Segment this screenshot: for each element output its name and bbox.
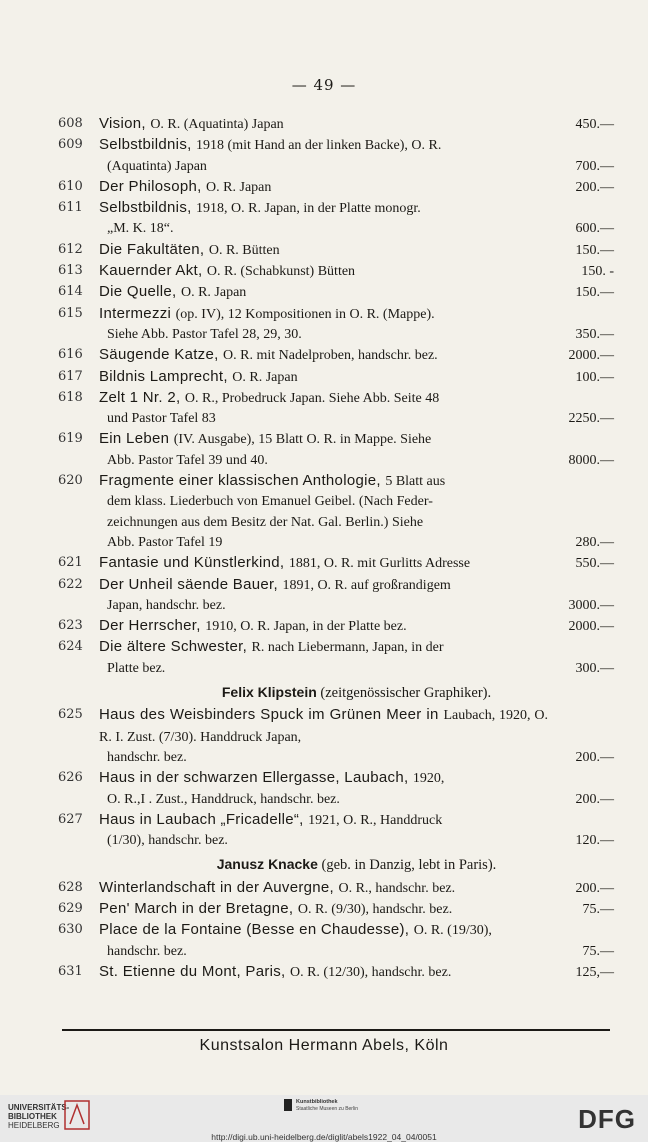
entry-group-2: [58, 705, 614, 851]
entry-number: 610: [58, 178, 83, 194]
entry-number: 617: [58, 368, 83, 384]
catalog-entry: [58, 388, 614, 430]
artist-name: Felix Klipstein: [221, 684, 317, 701]
entry-price: 2000.—: [568, 348, 614, 364]
entry-description: 5 Blatt aus: [385, 474, 446, 490]
entry-number: 609: [58, 137, 83, 153]
entry-number: 614: [58, 284, 83, 300]
catalog-entry: [58, 899, 614, 920]
entry-price: 200.—: [575, 880, 614, 896]
entry-number: 622: [58, 576, 83, 592]
entry-description-line: dem klass. Liederbuch von Emanuel Geibel. (Nach Feder-: [107, 494, 433, 510]
entry-description: O. R., Probedruck Japan. Siehe Abb. Seite 48: [184, 390, 440, 406]
entry-text: [99, 575, 548, 617]
entry-title: Intermezzi: [99, 304, 172, 322]
entry-title: Selbstbildnis,: [99, 136, 192, 154]
catalog-entry: [58, 575, 614, 617]
entry-description-line: Japan, handschr. bez.: [107, 597, 226, 613]
entry-description: 1881, O. R. mit Gurlitts Adresse: [288, 556, 471, 572]
entry-number: 620: [58, 473, 83, 489]
entry-description: Laubach, 1920, O. R. I. Zust. (7/30). Handdruck Japan,: [99, 708, 549, 745]
entry-description-line: Abb. Pastor Tafel 19: [107, 534, 223, 550]
entry-description: 1920,: [412, 771, 445, 787]
entry-description: O. R. Japan: [180, 285, 247, 301]
entry-description-line: und Pastor Tafel 83: [107, 411, 216, 427]
entry-description: 1918 (mit Hand an der linken Backe), O. R.: [196, 138, 442, 154]
entry-description: R. nach Liebermann, Japan, in der: [251, 640, 444, 656]
section-heading-knacke: [99, 854, 614, 875]
catalog-entry: [58, 553, 614, 574]
entry-description: O. R. (12/30), handschr. bez.: [289, 964, 452, 980]
entry-number: 608: [58, 116, 83, 131]
entry-text: [99, 878, 548, 899]
artist-note: (geb. in Danzig, lebt in Paris).: [321, 857, 497, 874]
catalog-entry: [58, 135, 614, 177]
catalog-entry: [58, 240, 614, 261]
entry-number: 631: [58, 963, 83, 979]
entry-text: [99, 616, 548, 637]
catalog-entry: [58, 768, 614, 810]
entry-price: 280.—: [575, 534, 614, 550]
entry-number: 627: [58, 811, 83, 827]
entry-description-line: (Aquatinta) Japan: [107, 158, 207, 174]
entry-price: 200.—: [575, 791, 614, 807]
entry-description: O. R. mit Nadelproben, handschr. bez.: [223, 348, 438, 364]
catalog-entry: [58, 616, 614, 637]
entry-text: [99, 962, 548, 983]
entry-number: 625: [58, 707, 83, 723]
catalog-entry: [58, 367, 614, 388]
entry-description: 1921, O. R., Handdruck: [308, 812, 443, 828]
entry-description: O. R. (Aquatinta) Japan: [150, 117, 284, 132]
entry-title: Bildnis Lamprecht,: [99, 367, 228, 385]
entry-number: 628: [58, 879, 83, 895]
entry-title: St. Etienne du Mont, Paris,: [99, 962, 286, 980]
entry-text: [99, 471, 548, 553]
entry-price: 100.—: [575, 369, 614, 385]
entry-number: 618: [58, 389, 83, 405]
entry-price: 200.—: [575, 749, 614, 765]
university-library-logo[interactable]: UNIVERSITÄTS- BIBLIOTHEK HEIDELBERG: [8, 1103, 70, 1130]
entry-title: Vision,: [99, 115, 146, 132]
entry-description: 1918, O. R. Japan, in der Platte monogr.: [196, 201, 421, 217]
entry-description: O. R. Japan: [206, 179, 272, 195]
entry-price: 8000.—: [568, 452, 614, 468]
catalog-entry: [58, 637, 614, 679]
entry-description: 1910, O. R. Japan, in der Platte bez.: [205, 619, 407, 635]
entry-title: Kauernder Akt,: [99, 262, 203, 280]
entry-text: [99, 198, 548, 240]
entry-text: [99, 899, 548, 920]
entry-number: 623: [58, 618, 83, 634]
entry-title: Haus in Laubach „Fricadelle“,: [99, 810, 304, 828]
entry-price: 75.—: [582, 901, 614, 917]
entry-description: 1891, O. R. auf großrandigem: [282, 577, 451, 593]
entry-description: O. R. (Schabkunst) Bütten: [206, 264, 356, 280]
entry-price: 200.—: [575, 179, 614, 195]
entry-text: [99, 304, 548, 346]
entry-price: 450.—: [575, 117, 614, 132]
catalog-entry: [58, 177, 614, 198]
catalog-entry: [58, 114, 614, 135]
catalog-entry: [58, 429, 614, 471]
entry-title: Fantasie und Künstlerkind,: [99, 554, 285, 572]
entry-number: 615: [58, 305, 83, 321]
entry-title: Selbstbildnis,: [99, 199, 192, 217]
section-heading-klipstein: [99, 682, 614, 703]
catalog-entry: [58, 198, 614, 240]
entry-description-line: handschr. bez.: [107, 943, 187, 959]
entry-title: Die ältere Schwester,: [99, 638, 248, 656]
footer-rule: [62, 1029, 610, 1031]
entry-text: [99, 177, 548, 198]
catalog-entry: [58, 304, 614, 346]
entry-text: [99, 637, 548, 679]
entry-price: 120.—: [575, 833, 614, 849]
university-seal-icon: [64, 1100, 90, 1130]
entry-description-line: Platte bez.: [107, 660, 166, 676]
entry-description-line: Abb. Pastor Tafel 39 und 40.: [107, 452, 268, 468]
entry-description-line: Siehe Abb. Pastor Tafel 28, 29, 30.: [107, 326, 302, 342]
catalog-entry: [58, 810, 614, 852]
entry-price: 600.—: [575, 221, 614, 237]
entry-title: Der Herrscher,: [99, 617, 201, 635]
catalog-entry: [58, 705, 614, 768]
catalog-entry: [58, 282, 614, 303]
entry-price: 2000.—: [568, 619, 614, 635]
viewer-bottom-bar: UNIVERSITÄTS- BIBLIOTHEK HEIDELBERG Kunstbibliothek Staatliche Museen zu Berlin DFG: [0, 1095, 648, 1142]
catalog-entry: [58, 471, 614, 553]
entry-number: 629: [58, 900, 83, 916]
catalog-entry: [58, 920, 614, 962]
page-footer: Kunstsalon Hermann Abels, Köln: [199, 1037, 449, 1054]
entry-number: 619: [58, 431, 83, 447]
entry-title: Pen' March in der Bretagne,: [99, 899, 294, 917]
entry-price: 75.—: [582, 943, 614, 959]
entry-description: (IV. Ausgabe), 15 Blatt O. R. in Mappe. Siehe: [173, 432, 432, 448]
entry-description: O. R. (19/30),: [413, 923, 492, 939]
entry-title: Der Philosoph,: [99, 177, 202, 195]
entry-description: O. R. Japan: [232, 369, 298, 385]
entry-number: 616: [58, 347, 83, 363]
entry-description-line: handschr. bez.: [107, 749, 187, 765]
entry-text: [99, 429, 548, 471]
entry-text: [99, 240, 548, 261]
entry-title: Zelt 1 Nr. 2,: [99, 388, 181, 406]
entry-price: 150.—: [575, 242, 614, 258]
entry-title: Säugende Katze,: [99, 346, 219, 364]
entry-price: 150.—: [575, 285, 614, 301]
entry-number: 611: [58, 200, 83, 216]
entry-text: [99, 810, 548, 852]
entry-title: Die Quelle,: [99, 283, 177, 301]
entry-number: 626: [58, 770, 83, 786]
entry-title: Haus in der schwarzen Ellergasse, Laubach,: [99, 769, 409, 787]
catalog-entry: [58, 345, 614, 366]
entry-text: [99, 367, 548, 388]
entry-number: 613: [58, 263, 83, 279]
entry-text: [99, 282, 548, 303]
artist-note: (zeitgenössischer Graphiker).: [320, 685, 492, 702]
entry-description: (op. IV), 12 Kompositionen in O. R. (Mappe).: [175, 306, 435, 322]
entry-description-line: zeichnungen aus dem Besitz der Nat. Gal. Berlin.) Siehe: [107, 514, 424, 530]
entry-description: O. R. Bütten: [208, 242, 280, 258]
entry-text: [99, 114, 548, 135]
entry-description-line: O. R.,I . Zust., Handdruck, handschr. bez.: [107, 791, 340, 807]
dfg-logo[interactable]: DFG: [578, 1104, 636, 1134]
entry-title: Ein Leben: [99, 430, 170, 448]
entry-price: 350.—: [575, 326, 614, 342]
entry-price: 150. -: [581, 264, 614, 280]
catalog-entry: [58, 261, 614, 282]
entry-price: 550.—: [575, 556, 614, 572]
permalink-url[interactable]: http://digi.ub.uni-heidelberg.de/diglit/abels1922_04_04/0051: [211, 1132, 437, 1142]
entry-group-3: [58, 878, 614, 983]
kunstbibliothek-icon: [284, 1099, 292, 1111]
entry-description: O. R., handschr. bez.: [338, 880, 456, 896]
entry-number: 630: [58, 922, 83, 938]
entry-price: 3000.—: [568, 597, 614, 613]
entry-title: Place de la Fontaine (Besse en Chaudesse),: [99, 921, 410, 939]
entry-text: [99, 135, 548, 177]
catalog-list: [58, 114, 614, 983]
entry-number: 621: [58, 555, 83, 571]
entry-description-line: (1/30), handschr. bez.: [107, 833, 228, 849]
catalog-entry: [58, 878, 614, 899]
entry-text: [99, 388, 548, 430]
entry-text: [99, 920, 548, 962]
entry-number: 612: [58, 241, 83, 257]
entry-title: Die Fakultäten,: [99, 240, 205, 258]
entry-text: [99, 261, 548, 282]
entry-description-line: „M. K. 18“.: [107, 221, 174, 237]
entry-description: O. R. (9/30), handschr. bez.: [297, 901, 453, 917]
entry-title: Winterlandschaft in der Auvergne,: [99, 878, 335, 896]
artist-name: Janusz Knacke: [216, 856, 318, 873]
entry-price: 2250.—: [568, 411, 614, 427]
entry-group-1: [58, 114, 614, 679]
entry-text: [99, 553, 548, 574]
entry-text: [99, 345, 548, 366]
entry-title: Fragmente einer klassischen Anthologie,: [99, 472, 381, 490]
entry-title: Haus des Weisbinders Spuck im Grünen Meer in: [99, 706, 439, 724]
entry-text: [99, 705, 548, 768]
catalog-entry: [58, 962, 614, 983]
page-number: — 49 —: [291, 76, 357, 94]
entry-price: 300.—: [575, 660, 614, 676]
entry-title: Der Unheil säende Bauer,: [99, 575, 278, 593]
entry-price: 700.—: [575, 158, 614, 174]
entry-number: 624: [58, 639, 83, 655]
entry-price: 125,—: [575, 964, 614, 980]
entry-text: [99, 768, 548, 810]
